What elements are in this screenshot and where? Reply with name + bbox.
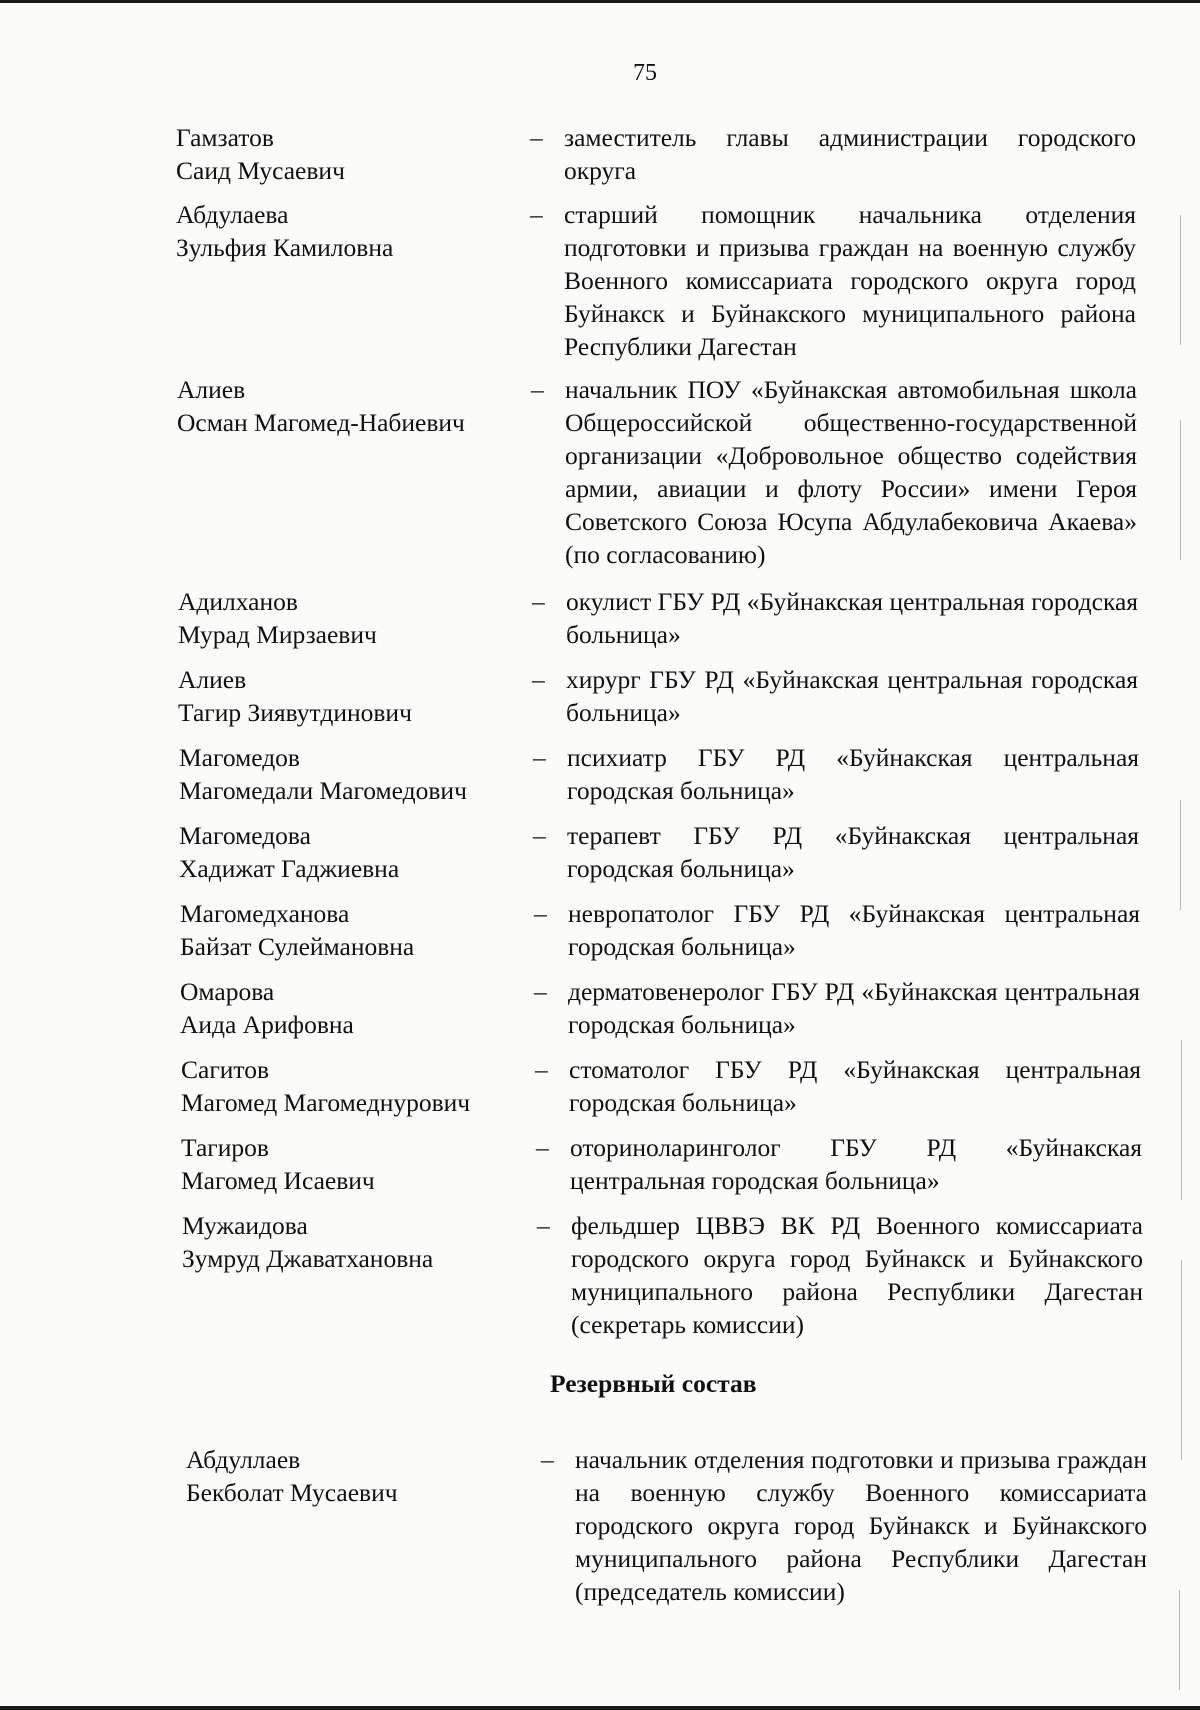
member-surname: Омарова xyxy=(180,977,275,1006)
member-name xyxy=(176,198,526,264)
scan-artifact xyxy=(1181,1040,1182,1200)
member-name xyxy=(178,585,528,651)
member-given-name: Зульфия Камиловна xyxy=(176,233,394,262)
member-role: фельдшер ЦВВЭ ВК РД Военного комиссариата городского округа город Буйнакск и Буйнакского муниципального района Республики Дагестан (секретарь комиссии) xyxy=(571,1211,1143,1339)
member-name xyxy=(181,1131,531,1197)
member-role: начальник ПОУ «Буйнакская автомобильная школа Общероссийской общественно-государственной организации «Добровольное общество содействия армии, авиации и флоту России» имени Героя Советского Союза Юсупа Абдулабековича Акаева» (по согласованию) xyxy=(565,375,1137,569)
member-given-name: Саид Мусаевич xyxy=(176,156,345,185)
member-name xyxy=(176,121,526,187)
member-name xyxy=(182,1209,532,1275)
scan-artifact xyxy=(1180,420,1181,560)
member-role: оториноларинголог ГБУ РД «Буйнакская центральная городская больница» xyxy=(570,1133,1142,1195)
member-surname: Магомедов xyxy=(179,743,300,772)
scan-artifact xyxy=(1181,1260,1182,1460)
dash-separator: – xyxy=(530,200,543,229)
page-number: 75 xyxy=(633,60,657,86)
member-name xyxy=(177,373,527,439)
member-given-name: Магомедали Магомедович xyxy=(179,776,467,805)
member-role: стоматолог ГБУ РД «Буйнакская центральная городская больница» xyxy=(569,1055,1141,1117)
member-surname: Алиев xyxy=(178,665,247,694)
member-given-name: Магомед Магомеднурович xyxy=(181,1088,471,1117)
dash-separator: – xyxy=(534,899,547,928)
member-surname: Абдуллаев xyxy=(186,1445,301,1474)
member-given-name: Аида Арифовна xyxy=(180,1010,354,1039)
member-role: терапевт ГБУ РД «Буйнакская центральная городская больница» xyxy=(567,821,1139,883)
member-surname: Магомедханова xyxy=(180,899,350,928)
member-role: заместитель главы администрации городского округа xyxy=(564,123,1136,185)
member-name xyxy=(181,1053,531,1119)
reserve-section-title: Резервный состав xyxy=(550,1369,757,1398)
member-surname: Алиев xyxy=(177,375,246,404)
dash-separator: – xyxy=(532,587,545,616)
member-surname: Тагиров xyxy=(181,1133,269,1162)
scan-top-edge xyxy=(0,0,1200,3)
scan-artifact xyxy=(1179,1590,1180,1690)
member-role: психиатр ГБУ РД «Буйнакская центральная городская больница» xyxy=(567,743,1139,805)
dash-separator: – xyxy=(531,375,544,404)
member-surname: Абдулаева xyxy=(176,200,289,229)
member-given-name: Зумруд Джаватхановна xyxy=(182,1244,434,1273)
member-given-name: Мурад Мирзаевич xyxy=(178,620,377,649)
dash-separator: – xyxy=(534,977,547,1006)
member-name xyxy=(186,1443,536,1509)
member-role: дерматовенеролог ГБУ РД «Буйнакская центральная городская больница» xyxy=(568,977,1140,1039)
dash-separator: – xyxy=(530,123,543,152)
member-given-name: Осман Магомед-Набиевич xyxy=(177,408,465,437)
dash-separator: – xyxy=(537,1211,550,1240)
member-name xyxy=(180,897,530,963)
dash-separator: – xyxy=(536,1133,549,1162)
dash-separator: – xyxy=(541,1445,554,1474)
member-role: хирург ГБУ РД «Буйнакская центральная городская больница» xyxy=(566,665,1138,727)
scan-artifact xyxy=(1180,215,1181,345)
member-role: старший помощник начальника отделения подготовки и призыва граждан на военную службу Военного комиссариата городского округа город Буйнакск и Буйнакского муниципального района Республики Дагестан xyxy=(564,200,1136,361)
member-name xyxy=(180,975,530,1041)
member-surname: Магомедова xyxy=(179,821,311,850)
member-name xyxy=(179,741,529,807)
member-name xyxy=(179,819,529,885)
dash-separator: – xyxy=(535,1055,548,1084)
member-given-name: Магомед Исаевич xyxy=(181,1166,375,1195)
member-role: окулист ГБУ РД «Буйнакская центральная городская больница» xyxy=(566,587,1138,649)
member-role: невропатолог ГБУ РД «Буйнакская центральная городская больница» xyxy=(568,899,1140,961)
member-given-name: Хадижат Гаджиевна xyxy=(179,854,400,883)
scan-artifact xyxy=(1180,800,1181,910)
member-given-name: Бекболат Мусаевич xyxy=(186,1478,398,1507)
member-surname: Гамзатов xyxy=(176,123,274,152)
dash-separator: – xyxy=(533,743,546,772)
dash-separator: – xyxy=(532,665,545,694)
scan-bottom-edge xyxy=(0,1706,1200,1710)
dash-separator: – xyxy=(533,821,546,850)
member-name xyxy=(178,663,528,729)
member-role: начальник отделения подготовки и призыва граждан на военную службу Военного комиссариата городского округа город Буйнакск и Буйнакского муниципального района Республики Дагестан (председатель комиссии) xyxy=(575,1445,1147,1606)
member-given-name: Байзат Сулеймановна xyxy=(180,932,415,961)
member-given-name: Тагир Зиявутдинович xyxy=(178,698,412,727)
member-surname: Мужаидова xyxy=(182,1211,308,1240)
member-surname: Сагитов xyxy=(181,1055,270,1084)
member-surname: Адилханов xyxy=(178,587,298,616)
